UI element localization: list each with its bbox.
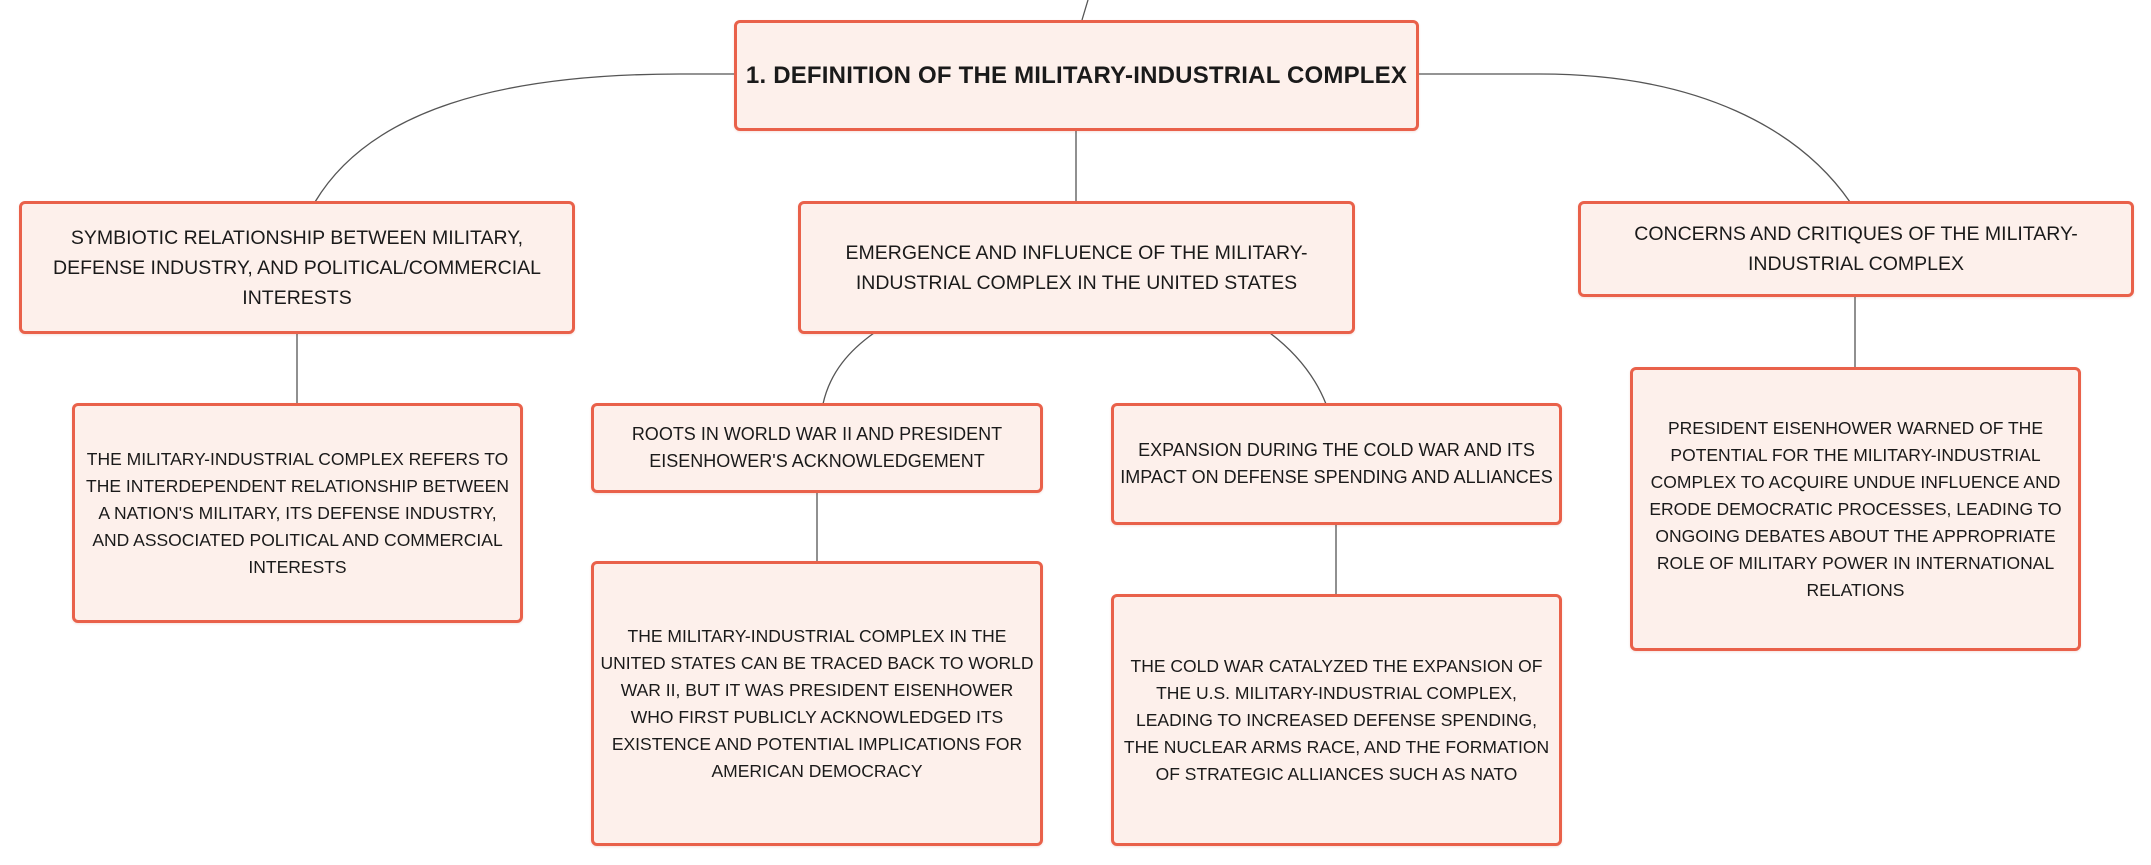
- detail-text: THE COLD WAR CATALYZED THE EXPANSION OF THE U.S. MILITARY-INDUSTRIAL COMPLEX, LEADING TO INCREASED DEFENSE SPENDING, THE NUCLEAR ARMS RACE, AND THE FORMATION OF STRATEGIC ALLIANCES SUCH AS NATO: [1123, 655, 1550, 784]
- topic-concerns-and-critiques[interactable]: [1578, 201, 2134, 297]
- topic-label: CONCERNS AND CRITIQUES OF THE MILITARY-INDUSTRIAL COMPLEX: [1634, 223, 2078, 275]
- connector-root-to-branch-1: [315, 74, 734, 202]
- subtopic-label: ROOTS IN WORLD WAR II AND PRESIDENT EISENHOWER'S ACKNOWLEDGEMENT: [631, 424, 1003, 471]
- detail-roots-in-world-war-ii[interactable]: [591, 561, 1043, 846]
- connector-root-to-branch-3: [1418, 74, 1850, 202]
- topic-emergence-and-influence[interactable]: [798, 201, 1355, 334]
- detail-definition[interactable]: [72, 403, 523, 623]
- detail-text: THE MILITARY-INDUSTRIAL COMPLEX IN THE UNITED STATES CAN BE TRACED BACK TO WORLD WAR II, BUT IT WAS PRESIDENT EISENHOWER WHO FIRST PUBLICLY ACKNOWLEDGED ITS EXISTENCE AND POTENTIAL IMPLICATIONS FOR AMERICAN DEMOCRACY: [600, 625, 1034, 781]
- topic-label: SYMBIOTIC RELATIONSHIP BETWEEN MILITARY, DEFENSE INDUSTRY, AND POLITICAL/COMMERCIAL INTERESTS: [53, 226, 541, 309]
- root-topic-label: 1. DEFINITION OF THE MILITARY-INDUSTRIAL COMPLEX: [745, 61, 1408, 89]
- detail-eisenhower-warning[interactable]: [1630, 367, 2081, 651]
- subtopic-roots-in-world-war-ii[interactable]: [591, 403, 1043, 493]
- root-topic[interactable]: [734, 20, 1419, 131]
- connector-branch-2-to-subtopic-1: [823, 333, 874, 404]
- topic-label: EMERGENCE AND INFLUENCE OF THE MILITARY-INDUSTRIAL COMPLEX IN THE UNITED STATES: [845, 241, 1308, 294]
- subtopic-label: EXPANSION DURING THE COLD WAR AND ITS IMPACT ON DEFENSE SPENDING AND ALLIANCES: [1120, 440, 1553, 487]
- detail-text: PRESIDENT EISENHOWER WARNED OF THE POTENTIAL FOR THE MILITARY-INDUSTRIAL COMPLEX TO ACQUIRE UNDUE INFLUENCE AND ERODE DEMOCRATIC PROCESSES, LEADING TO ONGOING DEBATES ABOUT THE APPROPRIATE ROLE OF MILITARY POWER IN INTERNATIONAL RELATIONS: [1649, 417, 2062, 600]
- topic-symbiotic-relationship[interactable]: [19, 201, 575, 334]
- detail-text: THE MILITARY-INDUSTRIAL COMPLEX REFERS TO THE INTERDEPENDENT RELATIONSHIP BETWEEN A NATION'S MILITARY, ITS DEFENSE INDUSTRY, AND ASSOCIATED POLITICAL AND COMMERCIAL INTERESTS: [86, 448, 509, 577]
- detail-cold-war-expansion[interactable]: [1111, 594, 1562, 846]
- connector-branch-2-to-subtopic-2: [1270, 333, 1326, 404]
- connector-root-parent: [1082, 0, 1088, 20]
- subtopic-expansion-during-cold-war[interactable]: [1111, 403, 1562, 525]
